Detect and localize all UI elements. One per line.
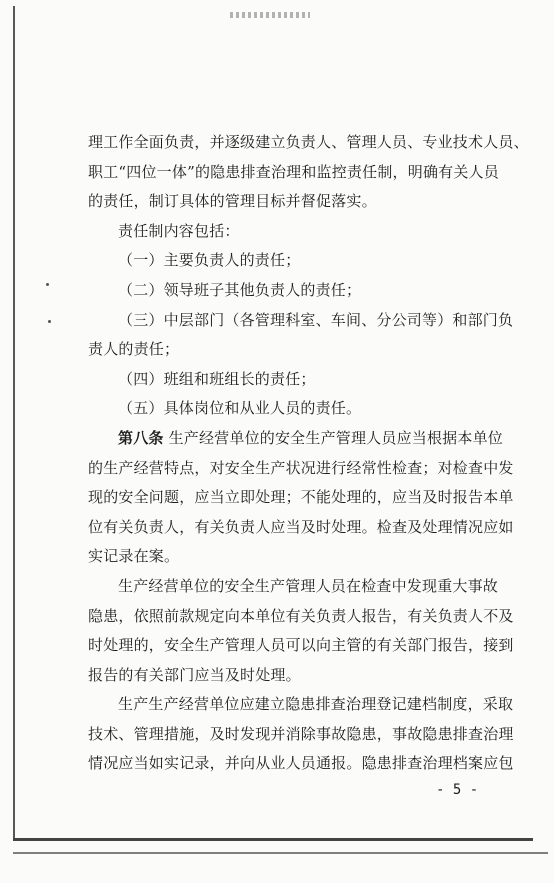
paragraph-line: 生产经营单位的安全生产管理人员在检查中发现重大事故 xyxy=(118,576,499,595)
list-item: （四）班组和班组长的责任； xyxy=(118,369,316,388)
paragraph-line: 位有关负责人，有关负责人应当及时处理。检查及处理情况应如 xyxy=(88,517,514,536)
paragraph-line: 隐患，依照前款规定向本单位有关负责人报告，有关负责人不及 xyxy=(88,606,514,625)
paragraph-line: 的生产经营特点，对安全生产状况进行经常性检查；对检查中发 xyxy=(88,458,514,477)
page-edge-line xyxy=(13,6,15,838)
paragraph-line: 的责任，制订具体的管理目标并督促落实。 xyxy=(88,192,377,211)
scan-speck xyxy=(48,320,51,323)
article-text: 生产经营单位的安全生产管理人员应当根据本单位 xyxy=(168,428,503,447)
paragraph-line: 时处理的，安全生产管理人员可以向主管的有关部门报告，接到 xyxy=(88,636,514,655)
paragraph-line: 理工作全面负责，并逐级建立负责人、管理人员、专业技术人员、 xyxy=(88,133,529,151)
list-item-continuation: 责人的责任； xyxy=(88,340,180,359)
body-text xyxy=(88,128,529,779)
list-item: （一）主要负责人的责任； xyxy=(118,251,301,270)
article-label: 第八条 xyxy=(118,428,164,447)
page-bottom-edge xyxy=(13,838,533,841)
list-item: （三）中层部门（各管理科室、车间、分公司等）和部门负 xyxy=(118,310,514,329)
scan-speck xyxy=(46,283,49,286)
paragraph-line: 职工“四位一体”的隐患排查治理和监控责任制，明确有关人员 xyxy=(88,162,499,181)
list-item: （五）具体岗位和从业人员的责任。 xyxy=(118,399,362,418)
page-number: - 5 - xyxy=(436,782,479,798)
paragraph-line: 实记录在案。 xyxy=(88,547,180,566)
paragraph-line: 情况应当如实记录，并向从业人员通报。隐患排查治理档案应包 xyxy=(88,754,514,773)
paragraph-line: 报告的有关部门应当及时处理。 xyxy=(88,665,301,684)
paragraph-line: 生产生产经营单位应建立隐患排查治理登记建档制度，采取 xyxy=(118,695,514,714)
list-item: （二）领导班子其他负责人的责任； xyxy=(118,280,362,299)
scan-smudge xyxy=(230,12,310,18)
paragraph-line: 现的安全问题，应当立即处理；不能处理的，应当及时报告本单 xyxy=(88,488,514,507)
article-line xyxy=(88,424,503,454)
paragraph-line: 责任制内容包括： xyxy=(118,221,240,240)
paragraph-line: 技术、管理措施，及时发现并消除事故隐患，事故隐患排查治理 xyxy=(88,724,514,743)
page-bottom-shadow xyxy=(13,852,548,854)
